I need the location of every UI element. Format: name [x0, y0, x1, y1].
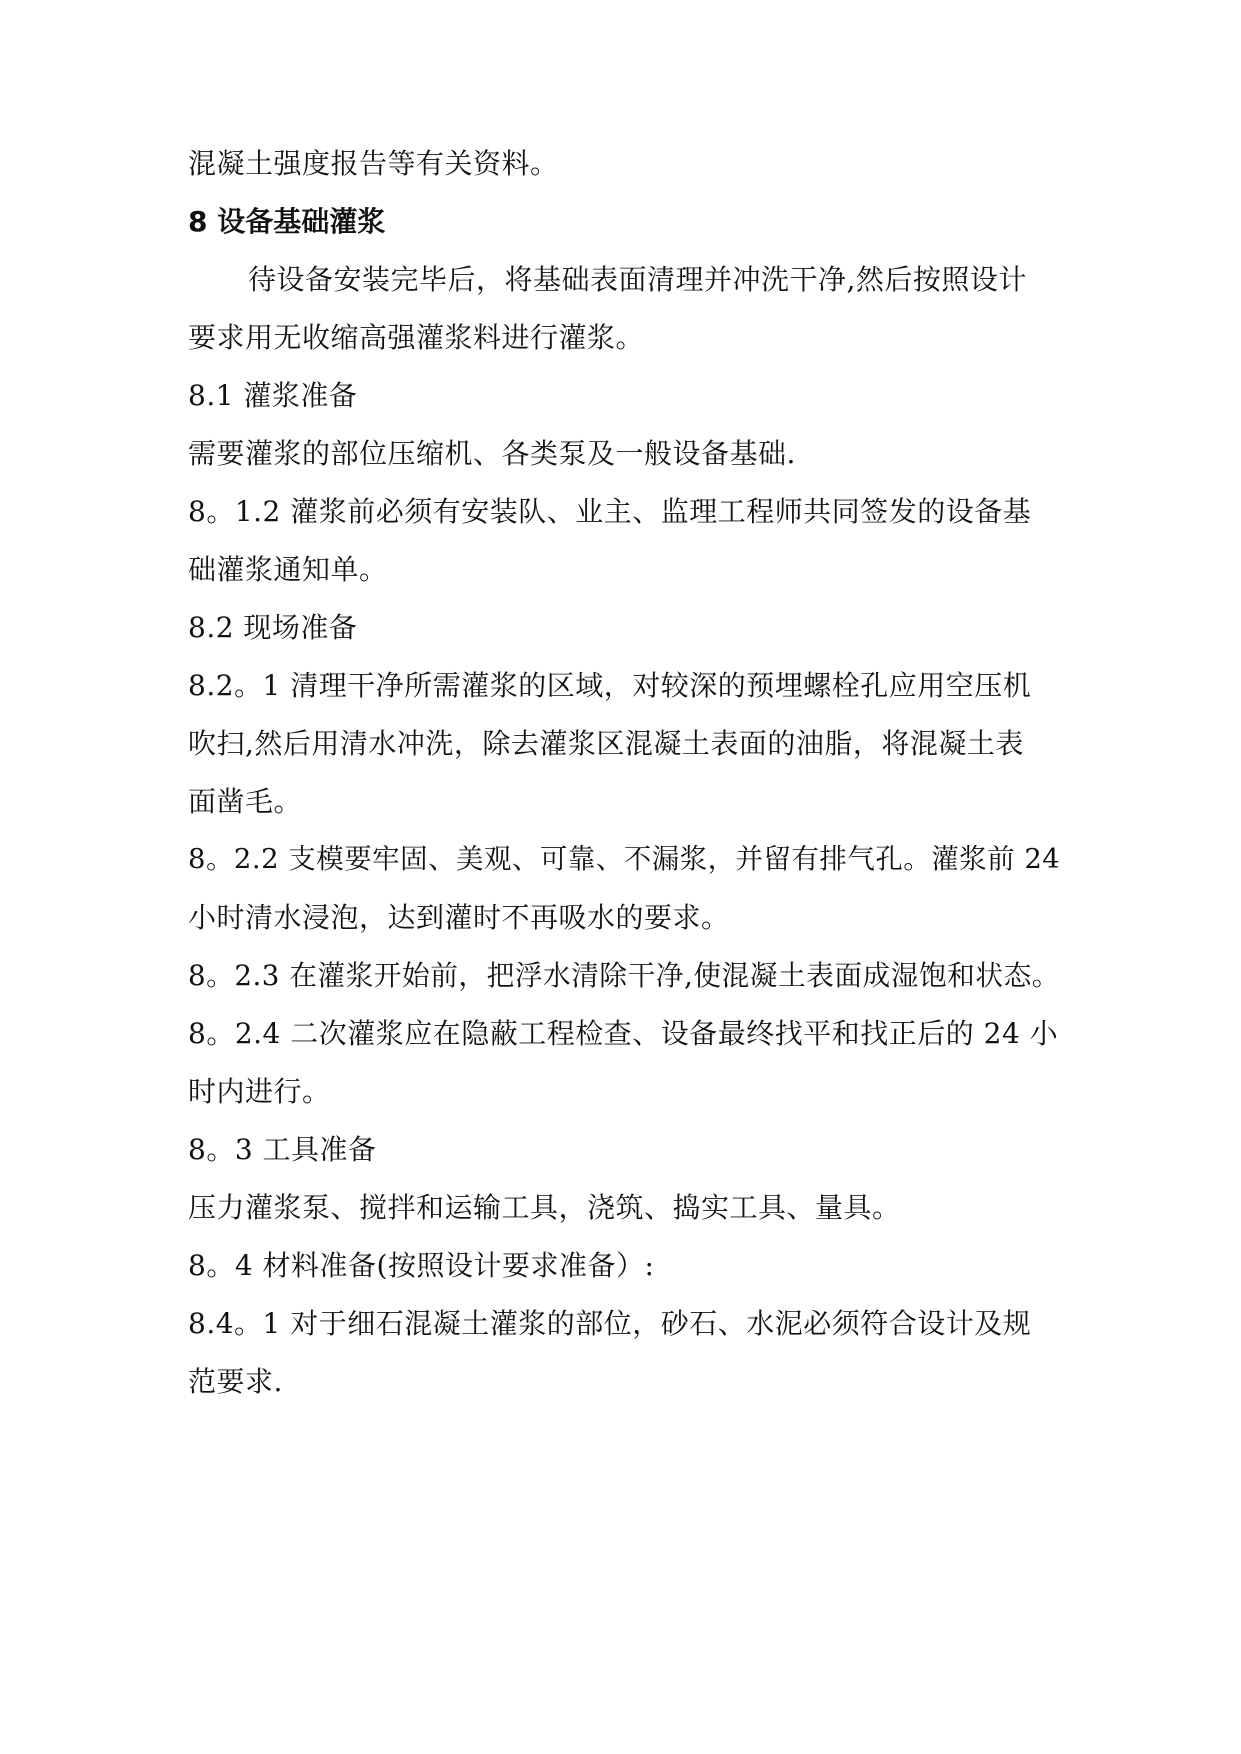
paragraph-line: 8.2。1 清理干净所需灌浆的区域，对较深的预埋螺栓孔应用空压机	[188, 669, 1032, 702]
section-heading: 8 设备基础灌浆	[188, 205, 386, 238]
subsection-heading: 8。4 材料准备(按照设计要求准备）:	[188, 1249, 655, 1282]
subsection-heading: 8。3 工具准备	[188, 1133, 377, 1166]
paragraph-line: 吹扫,然后用清水冲洗，除去灌浆区混凝土表面的油脂，将混凝土表	[188, 727, 1024, 760]
paragraph-line: 范要求.	[188, 1365, 283, 1398]
paragraph-line: 面凿毛。	[188, 785, 303, 818]
paragraph-line: 础灌浆通知单。	[188, 553, 388, 586]
text-line: 混凝土强度报告等有关资料。	[188, 147, 559, 180]
paragraph-line: 8。1.2 灌浆前必须有安装队、业主、监理工程师共同签发的设备基	[188, 495, 1032, 528]
paragraph-line: 8。2.4 二次灌浆应在隐蔽工程检查、设备最终找平和找正后的 24 小	[188, 1017, 1059, 1050]
paragraph-line: 8.4。1 对于细石混凝土灌浆的部位，砂石、水泥必须符合设计及规	[188, 1307, 1032, 1340]
paragraph-line: 需要灌浆的部位压缩机、各类泵及一般设备基础.	[188, 437, 796, 470]
paragraph-line: 待设备安装完毕后，将基础表面清理并冲洗干净,然后按照设计	[248, 263, 1027, 296]
paragraph-line: 要求用无收缩高强灌浆料进行灌浆。	[188, 321, 645, 354]
subsection-heading: 8.1 灌浆准备	[188, 379, 358, 412]
paragraph-line: 压力灌浆泵、搅拌和运输工具，浇筑、捣实工具、量具。	[188, 1191, 901, 1224]
paragraph-line: 8。2.2 支模要牢固、美观、可靠、不漏浆，并留有排气孔。灌浆前 24	[188, 844, 1061, 875]
paragraph-line: 时内进行。	[188, 1075, 331, 1108]
paragraph-line: 8。2.3 在灌浆开始前，把浮水清除干净,使混凝土表面成湿饱和状态。	[188, 959, 1060, 992]
subsection-heading: 8.2 现场准备	[188, 611, 358, 644]
paragraph-line: 小时清水浸泡，达到灌时不再吸水的要求。	[188, 901, 730, 934]
